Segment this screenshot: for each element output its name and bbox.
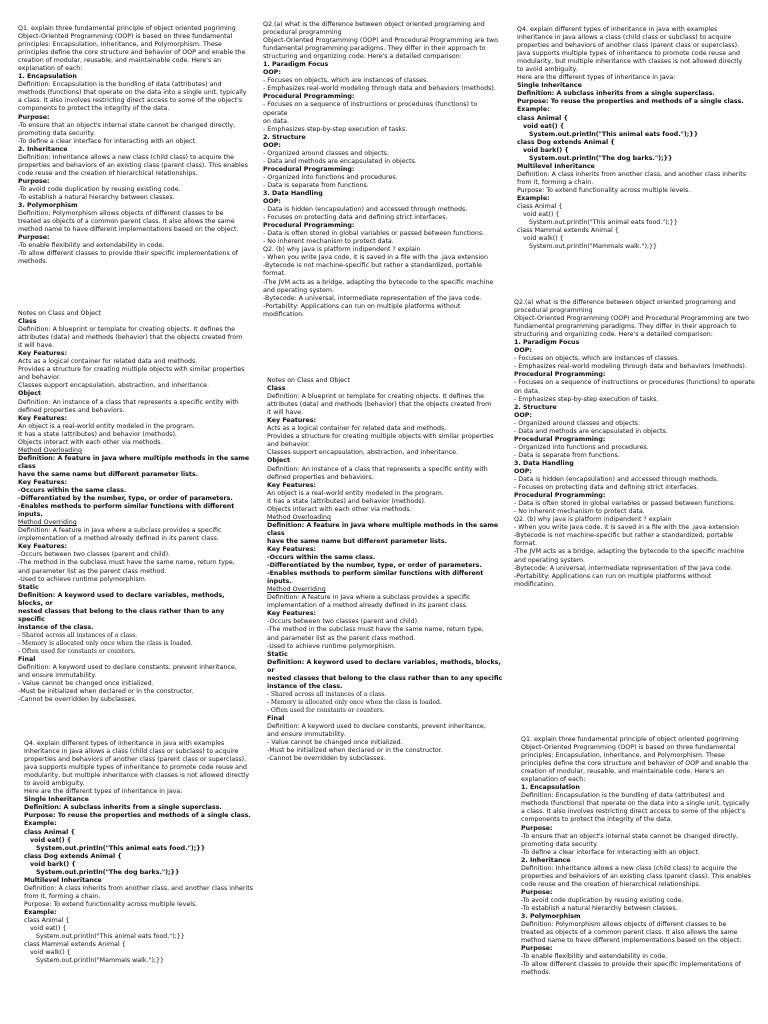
notes-line: Method Overriding — [18, 519, 77, 527]
q2-line: modification. — [263, 310, 305, 318]
q1-line: method name to have different implementations based on the object. — [521, 937, 742, 945]
q4-line: System.out.println("This animal eats food.");}} — [36, 844, 206, 852]
q2-line: -The JVM acts as a bridge, adapting the bytecode to the specific machine — [263, 278, 494, 286]
notes-line: and parameter list as the parent class method. — [18, 567, 167, 575]
q4-line: void eat() { — [30, 925, 67, 933]
notes-line: - Often used for constants or counters. — [267, 706, 385, 714]
q2-line: - Data is often stored in global variables or passed between functions. — [263, 230, 485, 238]
q2-line: -Bytecode: A universal, intermediate representation of the Java code. — [514, 564, 733, 572]
q2-line: - Data is hidden (encapsulation) and accessed through methods. — [263, 206, 468, 214]
q2-line: - Data and methods are encapsulated in objects. — [514, 427, 668, 435]
q4-line: Java supports multiple types of inheritance to promote code reuse and — [24, 764, 247, 772]
notes-line: Key Features: — [267, 610, 317, 618]
q4-line: void bark() { — [523, 146, 569, 154]
q1-line: 2. Inheritance — [18, 145, 68, 153]
q2-line: on data. — [263, 117, 290, 125]
q2-line: Object-Oriented Programming (OOP) and Procedural Programming are two — [263, 37, 498, 45]
notes-line: Definition: A blueprint or template for creating objects. It defines the — [18, 326, 236, 334]
notes-line: Object — [267, 457, 291, 465]
notes-line: Definition: A feature in Java where multiple methods in the same class — [18, 454, 250, 470]
notes-block-left — [18, 310, 250, 704]
q2-line: - Data is hidden (encapsulation) and accessed through methods. — [514, 476, 719, 484]
q2-line: - When you write Java code, it is saved in a file with the .java extension — [514, 524, 740, 532]
q2-line: Procedural Programming: — [514, 435, 606, 443]
q1-line: Definition: Encapsulation is the bundling of data (attributes) and — [521, 792, 725, 800]
notes-line: - Often used for constants or counters. — [18, 647, 136, 655]
q1-line: components to protect the integrity of the data. — [521, 816, 673, 824]
q4-line: void bark() { — [30, 860, 76, 868]
q4-line: Inheritance in Java allows a class (child class or subclass) to acquire — [24, 748, 239, 756]
q4-line: Purpose: To reuse the properties and methods of a single class. — [517, 98, 744, 106]
q1-line: Purpose: — [521, 888, 553, 896]
notes-line: Notes on Class and Object — [267, 377, 350, 384]
q1-line: methods (functions) that operate on the data into a single unit, typically — [18, 89, 247, 97]
q2-line: - Data is separate from functions. — [514, 451, 620, 459]
q2-line: -Bytecode is not machine-specific but rather a standardized, portable — [514, 532, 734, 540]
q4-line: class Dog extends Animal { — [517, 138, 615, 146]
q4-line: class Animal { — [517, 203, 563, 211]
notes-line: defined properties and behaviors. — [18, 406, 125, 414]
notes-line: Definition: A keyword used to declare constants, prevent inheritance, — [18, 664, 237, 672]
q1-line: Definition: Inheritance allows a new class (child class) to acquire the — [18, 153, 235, 161]
notes-line: Acts as a logical container for related data and methods. — [267, 425, 447, 433]
notes-line: It has a state (attributes) and behavior (methods). — [267, 497, 426, 505]
notes-line: and behavior. — [18, 374, 61, 382]
notes-line: -Used to achieve runtime polymorphism. — [18, 575, 147, 583]
q1-block-top-left — [18, 25, 250, 266]
notes-line: -Enables methods to perform similar functions with different inputs. — [267, 570, 484, 586]
notes-line: it will have. — [267, 409, 304, 417]
notes-line: Provides a structure for creating multiple objects with similar properties — [267, 433, 494, 441]
q4-line: properties and behaviors of another class (parent class or superclass). — [517, 42, 740, 50]
q1-line: methods. — [521, 969, 551, 977]
q1-line: code reuse and the creation of hierarchical relationships. — [18, 169, 198, 177]
q4-line: System.out.println("Mammals walk.");}} — [36, 957, 165, 965]
q4-line: Definition: A subclass inherits from a single superclass. — [24, 804, 222, 812]
q2-line: - Focuses on a sequence of instructions or procedures (functions) to operate — [263, 101, 478, 117]
q1-line: 2. Inheritance — [521, 856, 571, 864]
notes-line: Key Features: — [267, 417, 317, 425]
q2-line: - Focuses on a sequence of instructions or procedures (functions) to operate — [514, 379, 755, 387]
notes-line: have the same name but different parameter lists. — [18, 470, 199, 478]
notes-line: -Cannot be overridden by subclasses. — [18, 696, 137, 704]
q4-line: void eat() { — [523, 211, 560, 219]
notes-line: -Occurs between two classes (parent and child). — [267, 618, 420, 626]
notes-line: -The method in the subclass must have the same name, return type, — [267, 626, 484, 634]
q2-line: Object-Oriented Programming (OOP) and Procedural Programming are two — [514, 315, 749, 323]
notes-line: Definition: A feature in Java where a subclass provides a specific — [267, 594, 471, 602]
notes-line: Key Features: — [18, 543, 68, 551]
q4-line: void walk() { — [523, 235, 564, 243]
q1-line: Definition: Encapsulation is the bundling of data (attributes) and — [18, 81, 222, 89]
q4-line: Example: — [24, 820, 57, 828]
q2-line: Q2. (b) why java is platform indipendent ? explain — [263, 246, 421, 254]
q4-line: Definition: A class inherits from another class, and another class inherits — [517, 170, 746, 178]
q4-line: Single Inheritance — [24, 796, 89, 804]
q1-line: treated as objects of a common parent class. It also allows the same — [18, 218, 235, 226]
notes-line: Provides a structure for creating multiple objects with similar properties — [18, 366, 245, 374]
notes-line: nested classes that belong to the class rather than to any specific — [267, 674, 503, 682]
q4-line: Purpose: To extend functionality across multiple levels. — [24, 900, 198, 908]
notes-line: - Value cannot be changed once initialized. — [18, 680, 154, 688]
q1-line: -To enable flexibility and extendability in code. — [521, 953, 668, 961]
notes-line: Classes support encapsulation, abstraction, and inheritance. — [18, 382, 210, 390]
notes-line: Static — [18, 583, 39, 591]
q4-line: Multilevel Inheritance — [24, 876, 102, 884]
q2-line: OOP: — [263, 198, 281, 206]
q1-line: 1. Encapsulation — [18, 73, 77, 81]
q1-line: -To allow different classes to provide their specific implementations of — [521, 961, 741, 969]
q1-line: explanation of each: — [18, 65, 83, 73]
q4-line: class Mammal extends Animal { — [24, 941, 126, 949]
q4-block-top-right — [517, 26, 757, 251]
q4-line: Definition: A subclass inherits from a single superclass. — [517, 90, 715, 98]
notes-line: implementation of a method already defined in its parent class. — [18, 535, 219, 543]
q2-line: - Emphasizes step-by-step execution of tasks. — [263, 125, 408, 133]
q1-line: -To establish a natural hierarchy between classes. — [521, 904, 678, 912]
q1-line: -To avoid code duplication by reusing existing code. — [521, 896, 684, 904]
q1-line: a class. It also involves restricting direct access to some of the object's — [521, 808, 746, 816]
notes-line: defined properties and behaviors. — [267, 473, 374, 481]
notes-line: Definition: A keyword used to declare constants, prevent inheritance, — [267, 723, 486, 731]
q2-line: procedural programming — [514, 307, 593, 315]
q2-line: on data. — [514, 387, 541, 395]
q1-line: promoting data security. — [18, 129, 95, 137]
q1-line: -To ensure that an object's internal state cannot be changed directly, — [18, 121, 236, 129]
q2-line: - Focuses on objects, which are instances of classes. — [263, 77, 429, 85]
q2-line: 1. Paradigm Focus — [514, 339, 580, 347]
q1-line: Purpose: — [18, 177, 50, 185]
q2-line: fundamental programming paradigms. They differ in their approach to — [514, 323, 737, 331]
notes-line: nested classes that belong to the class rather than to any specific — [18, 607, 225, 623]
q1-line: components to protect the integrity of the data. — [18, 105, 170, 113]
q2-line: - No inherent mechanism to protect data. — [263, 238, 394, 246]
q2-line: Procedural Programming: — [514, 371, 606, 379]
q4-line: class Animal { — [24, 828, 75, 836]
q4-line: Inheritance in Java allows a class (child class or subclass) to acquire — [517, 34, 732, 42]
notes-line: Objects interact with each other via methods. — [267, 505, 412, 513]
notes-line: Key Features: — [267, 481, 317, 489]
q1-line: a class. It also involves restricting direct access to some of the object's — [18, 97, 243, 105]
notes-line: Definition: A keyword used to declare variables, methods, blocks, or — [267, 658, 501, 674]
q4-line: Single Inheritance — [517, 82, 582, 90]
q2-line: - Data is separate from functions. — [263, 181, 369, 189]
q4-line: System.out.println("The dog barks.");}} — [529, 154, 673, 162]
q1-line: -To ensure that an object's internal state cannot be changed directly, — [521, 832, 739, 840]
q1-line: creation of modular, reusable, and maintainable code. Here's an — [521, 768, 725, 776]
notes-line: Definition: A keyword used to declare variables, methods, blocks, or — [18, 591, 225, 607]
q1-line: -To enable flexibility and extendability in code. — [18, 242, 165, 250]
notes-line: -The method in the subclass must have the same name, return type, — [18, 559, 235, 567]
notes-line: Method Overloading — [18, 446, 82, 454]
q4-line: properties and behaviors of another class (parent class or superclass). — [24, 756, 247, 764]
notes-line: and parameter list as the parent class method. — [267, 634, 416, 642]
q4-line: void eat() { — [30, 836, 72, 844]
q1-line: Object-Oriented Programming (OOP) is based on three fundamental — [18, 33, 233, 41]
q2-line: - Data and methods are encapsulated in objects. — [263, 157, 417, 165]
notes-line: Definition: An instance of a class that represents a specific entity with — [267, 465, 488, 473]
q4-line: Example: — [517, 194, 550, 202]
q4-line: to avoid ambiguity. — [517, 66, 578, 74]
notes-line: implementation of a method already defined in its parent class. — [267, 602, 468, 610]
q2-line: - Organized into functions and procedures. — [263, 173, 398, 181]
q1-line: Purpose: — [521, 945, 553, 953]
q2-line: Q2.(a) what is the difference between object oriented programing and — [514, 299, 736, 306]
notes-line: attributes (data) and methods (behavior) that the objects created from — [267, 401, 492, 409]
q1-line: Purpose: — [18, 234, 50, 242]
notes-line: -Differentiated by the number, type, or order of parameters. — [18, 495, 233, 503]
q1-line: properties and behaviors of an existing class (parent class). This enables — [18, 161, 248, 169]
q4-line: Example: — [517, 106, 550, 114]
q2-line: - Organized into functions and procedures. — [514, 443, 649, 451]
q1-line: methods. — [18, 258, 48, 266]
q2-line: - When you write Java code, it is saved in a file with the .java extension — [263, 254, 489, 262]
notes-line: -Differentiated by the number, type, or order of parameters. — [267, 562, 482, 570]
q1-line: Purpose: — [521, 824, 553, 832]
notes-line: Method Overriding — [267, 586, 326, 594]
notes-line: and ensure immutability. — [267, 731, 346, 739]
q4-line: Here are the different types of inheritance in Java: — [517, 74, 676, 82]
q4-line: Q4. explain different types of inheritance in java with examples — [24, 740, 225, 747]
q2-line: and operating system. — [514, 556, 585, 564]
q2-line: -Portability: Applications can run on multiple platforms without — [514, 572, 712, 580]
notes-line: Definition: A blueprint or template for creating objects. It defines the — [267, 393, 485, 401]
notes-line: Final — [18, 656, 36, 664]
q1-line: properties and behaviors of an existing class (parent class). This enables — [521, 872, 751, 880]
q2-line: - Organized around classes and objects. — [263, 149, 389, 157]
q4-line: void walk() { — [30, 949, 71, 957]
q2-line: 2. Structure — [263, 133, 306, 141]
q2-line: - Data is often stored in global variables or passed between functions. — [514, 500, 736, 508]
q1-line: 1. Encapsulation — [521, 784, 580, 792]
q4-line: Example: — [24, 908, 57, 916]
notes-line: -Must be initialized when declared or in the constructor. — [267, 747, 443, 755]
q4-line: Definition: A class inherits from another class, and another class inherits — [24, 884, 253, 892]
notes-line: - Memory is allocated only once when the class is loaded. — [267, 698, 442, 706]
notes-line: Definition: A feature in Java where multiple methods in the same class — [267, 521, 499, 537]
notes-line: Notes on Class and Object — [18, 310, 101, 317]
q2-line: - Focuses on objects, which are instances of classes. — [514, 355, 680, 363]
q2-line: structuring and organizing code. Here's a detailed comparison: — [514, 331, 713, 339]
q2-line: OOP: — [263, 141, 281, 149]
q2-line: 3. Data Handling — [514, 459, 574, 467]
q1-line: 3. Polymorphism — [18, 202, 78, 210]
q2-block-right — [514, 299, 758, 589]
q2-line: OOP: — [514, 467, 532, 475]
notes-block-center — [267, 377, 503, 763]
q2-line: -Bytecode: A universal, intermediate representation of the Java code. — [263, 294, 482, 302]
q1-line: principles define the core structure and behavior of OOP and enable the — [18, 49, 246, 57]
q2-line: fundamental programming paradigms. They differ in their approach to — [263, 45, 486, 53]
notes-line: -Occurs between two classes (parent and child). — [18, 551, 171, 559]
q2-line: - Emphasizes real-world modeling through data and behaviors (methods). — [263, 85, 496, 93]
q4-line: System.out.println("This animal eats food.");}} — [36, 933, 185, 941]
notes-line: and behavior. — [267, 441, 310, 449]
q1-line: -To define a clear interface for interacting with an object. — [18, 137, 197, 145]
notes-line: it will have. — [18, 342, 55, 350]
notes-line: attributes (data) and methods (behavior) that the objects created from — [18, 334, 243, 342]
q1-line: Object-Oriented Programming (OOP) is based on three fundamental — [521, 744, 736, 752]
notes-line: Method Overloading — [267, 513, 331, 521]
notes-line: Key Features: — [18, 478, 68, 486]
notes-line: - Shared across all instances of a class. — [267, 690, 387, 698]
q2-line: - Emphasizes step-by-step execution of tasks. — [514, 395, 659, 403]
q2-line: - Focuses on protecting data and defining strict interfaces. — [263, 214, 448, 222]
q2-line: -The JVM acts as a bridge, adapting the bytecode to the specific machine — [514, 548, 745, 556]
q4-line: to avoid ambiguity. — [24, 780, 85, 788]
q4-line: class Dog extends Animal { — [24, 852, 122, 860]
notes-line: An object is a real-world entity modeled in the program. — [267, 489, 444, 497]
q2-line: - Focuses on protecting data and defining strict interfaces. — [514, 484, 699, 492]
notes-line: Acts as a logical container for related data and methods. — [18, 358, 198, 366]
notes-line: -Occurs within the same class. — [267, 554, 376, 562]
q4-line: Multilevel Inheritance — [517, 162, 595, 170]
q4-line: System.out.println("The dog barks.");}} — [36, 868, 180, 876]
q1-line: -To avoid code duplication by reusing existing code. — [18, 185, 181, 193]
q2-line: OOP: — [514, 411, 532, 419]
q4-line: Q4. explain different types of inheritance in java with examples — [517, 26, 718, 33]
q2-line: OOP: — [514, 347, 532, 355]
notes-line: - Memory is allocated only once when the class is loaded. — [18, 639, 193, 647]
q1-line: Q1. explain three fundamental principle of object oriented pogriming — [18, 25, 236, 32]
q4-line: class Animal { — [517, 114, 568, 122]
notes-line: Object — [18, 390, 42, 398]
notes-line: instance of the class. — [267, 682, 343, 690]
q4-line: Purpose: To reuse the properties and methods of a single class. — [24, 812, 251, 820]
q1-line: -To define a clear interface for interacting with an object. — [521, 848, 700, 856]
q1-line: 3. Polymorphism — [521, 913, 581, 921]
q1-line: treated as objects of a common parent class. It also allows the same — [521, 929, 738, 937]
q4-line: modularity, but multiple inheritance with classes is not allowed directly — [517, 58, 743, 66]
q2-line: modification. — [514, 580, 556, 588]
q2-line: format. — [263, 270, 287, 278]
q4-block-bottom-left — [24, 740, 256, 965]
q1-line: Definition: Polymorphism allows objects of different classes to be — [18, 210, 224, 218]
q1-line: -To establish a natural hierarchy between classes. — [18, 193, 175, 201]
notes-line: have the same name but different parameter lists. — [267, 537, 448, 545]
q1-block-bottom-right — [521, 736, 753, 977]
notes-line: Definition: A feature in Java where a subclass provides a specific — [18, 527, 222, 535]
notes-line: An object is a real-world entity modeled in the program. — [18, 422, 195, 430]
q4-line: from it, forming a chain. — [24, 892, 101, 900]
notes-line: - Shared across all instances of a class. — [18, 631, 138, 639]
q1-line: code reuse and the creation of hierarchical relationships. — [521, 880, 701, 888]
q2-block-top-center — [263, 21, 501, 319]
q2-line: structuring and organizing code. Here's a detailed comparison: — [263, 53, 462, 61]
q1-line: method name to have different implementations based on the object. — [18, 226, 239, 234]
notes-line: -Must be initialized when declared or in the constructor. — [18, 688, 194, 696]
q4-line: System.out.println("This animal eats food.");}} — [529, 219, 678, 227]
q2-line: Procedural Programming: — [263, 93, 355, 101]
q2-line: 3. Data Handling — [263, 189, 323, 197]
notes-line: instance of the class. — [18, 623, 94, 631]
notes-line: - Value cannot be changed once initialized. — [267, 739, 403, 747]
q2-line: Procedural Programming: — [514, 492, 606, 500]
q1-line: Definition: Polymorphism allows objects of different classes to be — [521, 921, 727, 929]
notes-line: -Cannot be overridden by subclasses. — [267, 755, 386, 763]
notes-line: Key Features: — [18, 350, 68, 358]
q1-line: Q1. explain three fundamental principle of object oriented pogriming — [521, 736, 739, 743]
notes-line: It has a state (attributes) and behavior (methods). — [18, 430, 177, 438]
q1-line: principles: Encapsulation, Inheritance, and Polymorphism. These — [521, 752, 725, 760]
notes-line: Key Features: — [267, 545, 317, 553]
notes-line: Definition: An instance of a class that represents a specific entity with — [18, 398, 239, 406]
q2-line: 2. Structure — [514, 403, 557, 411]
q2-line: Procedural Programming: — [263, 222, 355, 230]
q1-line: -To allow different classes to provide their specific implementations of — [18, 250, 238, 258]
q1-line: principles: Encapsulation, Inheritance, and Polymorphism. These — [18, 41, 222, 49]
q1-line: explanation of each: — [521, 776, 586, 784]
q4-line: Java supports multiple types of inheritance to promote code reuse and — [517, 50, 740, 58]
q2-line: - Organized around classes and objects. — [514, 419, 640, 427]
q1-line: Definition: Inheritance allows a new class (child class) to acquire the — [521, 864, 738, 872]
q4-line: System.out.println("Mammals walk.");}} — [529, 243, 658, 251]
q4-line: Here are the different types of inheritance in Java: — [24, 788, 183, 796]
q2-line: Procedural Programming: — [263, 165, 355, 173]
q2-line: procedural programming — [263, 29, 342, 37]
q1-line: promoting data security. — [521, 840, 598, 848]
q4-line: from it, forming a chain. — [517, 178, 594, 186]
q1-line: principles define the core structure and behavior of OOP and enable the — [521, 760, 749, 768]
q4-line: void eat() { — [523, 122, 565, 130]
q4-line: class Animal { — [24, 917, 70, 925]
q1-line: Purpose: — [18, 113, 50, 121]
notes-line: Class — [267, 385, 286, 393]
notes-line: Final — [267, 714, 285, 722]
q1-line: methods (functions) that operate on the data into a single unit, typically — [521, 800, 750, 808]
notes-line: and ensure immutability. — [18, 672, 97, 680]
q4-line: class Mammal extends Animal { — [517, 227, 619, 235]
q2-line: 1. Paradigm Focus — [263, 61, 329, 69]
notes-line: Objects interact with each other via methods. — [18, 438, 163, 446]
q2-line: format. — [514, 540, 538, 548]
notes-line: -Enables methods to perform similar functions with different inputs. — [18, 503, 235, 519]
q1-line: creation of modular, reusable, and maintainable code. Here's an — [18, 57, 222, 65]
q2-line: - Emphasizes real-world modeling through data and behaviors (methods). — [514, 363, 747, 371]
q2-line: -Portability: Applications can run on multiple platforms without — [263, 302, 461, 310]
q2-line: -Bytecode is not machine-specific but rather a standardized, portable — [263, 262, 483, 270]
q2-line: Q2. (b) why java is platform indipendent ? explain — [514, 516, 672, 524]
q2-line: and operating system. — [263, 286, 334, 294]
notes-line: Static — [267, 650, 288, 658]
q2-line: Q2.(a) what is the difference between object oriented programing and — [263, 21, 485, 28]
q4-line: modularity, but multiple inheritance with classes is not allowed directly — [24, 772, 250, 780]
notes-line: -Used to achieve runtime polymorphism. — [267, 642, 396, 650]
notes-line: -Occurs within the same class. — [18, 487, 127, 495]
q2-line: OOP: — [263, 69, 281, 77]
q4-line: System.out.println("This animal eats food.");}} — [529, 130, 699, 138]
notes-line: Class — [18, 318, 37, 326]
notes-line: Key Features: — [18, 414, 68, 422]
q4-line: Purpose: To extend functionality across multiple levels. — [517, 186, 691, 194]
q2-line: - No inherent mechanism to protect data. — [514, 508, 645, 516]
notes-line: Classes support encapsulation, abstraction, and inheritance. — [267, 449, 459, 457]
